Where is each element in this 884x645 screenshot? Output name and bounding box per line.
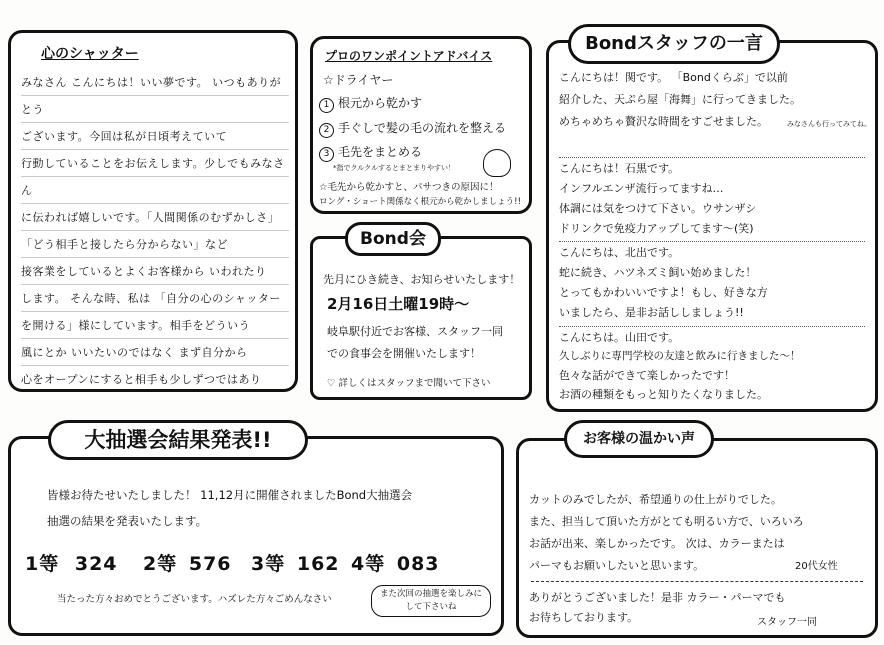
voice-reply-1: ありがとうございました！是非 カラー・パーマでも bbox=[529, 591, 786, 604]
bond-event-panel bbox=[310, 236, 532, 400]
prize-rank: 1等 bbox=[25, 553, 60, 575]
prize-rank: 4等 bbox=[351, 553, 386, 575]
number-2-icon: 2 bbox=[319, 123, 334, 138]
lottery-line1: 皆様お待たせいたしました！ 11,12月に開催されましたBond大抽選会 bbox=[47, 488, 413, 502]
advice-small-note: *指でクルクルするとまとまりやすい！ bbox=[333, 164, 455, 172]
bond-event-line1: 先月にひき続き、お知らせいたします！ bbox=[323, 273, 521, 286]
number-3-icon: 3 bbox=[319, 147, 334, 162]
heart-shutter-body: みなさん こんにちは！いい夢です。 いつもありがとう ございます。今回は私が日頃考えていて 行動していることをお伝えします。少しでもみなさん に伝われば嬉しいです。「人間関係のむずかしさ」 「どう相手と接したら分からない」など 接客業をしているとよくお客様から いわれたり します。 そんな時、私は 「自分の心のシャッター を開ける」様にしています。相手をどういう 風にとか いいたいのではなく まず自分から 心をオープンにすると相手も少しずつではあり bbox=[21, 69, 289, 387]
prize-2 bbox=[143, 549, 232, 576]
lottery-footer: 当たった方々おめでとうございます。ハズレた方々ごめんなさい bbox=[57, 594, 332, 605]
voice-line: お話が出来、楽しかったです。 次は、カラーまたは bbox=[529, 537, 785, 550]
customer-voice-title: お客様の温かい声 bbox=[564, 420, 714, 458]
advice-warning-2: ロング・ショート関係なく根元から乾かしましょう!! bbox=[319, 197, 521, 207]
staff-entry-aside: みなさんも行ってみてね。 bbox=[787, 120, 871, 128]
prize-number: 162 bbox=[296, 553, 340, 575]
advice-panel bbox=[310, 36, 532, 214]
bond-event-date: 2月16日土曜19時～ bbox=[327, 295, 470, 313]
staff-entry: こんにちは。山田です。 久しぶりに専門学校の友達と飲みに行きました～！ 色々な話ができて楽しかったです！ お酒の種類をもっと知りたくなりました。 bbox=[559, 331, 801, 401]
staff-panel bbox=[546, 40, 878, 412]
divider bbox=[559, 241, 865, 242]
bond-event-line5: ♡ 詳しくはスタッフまで聞いて下さい bbox=[327, 378, 491, 389]
voice-line: カットのみでしたが、希望通りの仕上がりでした。 bbox=[529, 493, 782, 506]
lottery-footer-note: また次回の抽選を楽しみにして下さいね bbox=[371, 585, 491, 617]
staff-entry: こんにちは！石黒です。 インフルエンザ流行ってますね… 体調には気をつけて下さい。ウサンザシ ドリンクで免疫力アップしてます～(笑) bbox=[559, 162, 757, 235]
heart-shutter-title: 心のシャッター bbox=[41, 46, 139, 62]
prize-rank: 2等 bbox=[143, 553, 178, 575]
lottery-panel bbox=[8, 436, 504, 636]
staff-entry: こんにちは、北出です。 蛇に続き、ハツネズミ飼い始めました！ とってもかわいいですよ！もし、好きな方 いましたら、是非お話ししましょう!! bbox=[559, 246, 768, 319]
voice-line: また、担当して頂いた方がとても明るい方で、いろいろ bbox=[529, 515, 804, 528]
advice-item: 1 根元から乾かす bbox=[319, 94, 422, 113]
prize-number: 576 bbox=[188, 553, 232, 575]
bond-event-line4: での食事会を開催いたします！ bbox=[327, 347, 481, 360]
advice-title: プロのワンポイントアドバイス bbox=[325, 49, 493, 63]
prize-number: 083 bbox=[396, 553, 440, 575]
bond-event-line3: 岐阜駅付近でお客様、スタッフ一同 bbox=[327, 325, 503, 338]
advice-item: 2 手ぐしで髪の毛の流れを整える bbox=[319, 119, 506, 138]
prize-rank: 3等 bbox=[251, 553, 286, 575]
prize-4 bbox=[351, 549, 440, 576]
staff-entry: こんにちは！関です。 「Bondくらぶ」で以前 紹介した、天ぷら屋「海舞」に行ってきました。 めちゃめちゃ贅沢な時間をすごせました。 みなさんも行ってみてね。 bbox=[559, 71, 871, 128]
prize-1 bbox=[25, 549, 118, 576]
staff-title: Bondスタッフの一言 bbox=[568, 24, 780, 64]
bond-event-title: Bond会 bbox=[345, 222, 441, 256]
hair-drawing-icon bbox=[483, 149, 511, 177]
heart-shutter-panel bbox=[8, 30, 298, 392]
lottery-title: 大抽選会結果発表!! bbox=[48, 420, 308, 460]
customer-voice-panel bbox=[516, 438, 878, 638]
lottery-line2: 抽選の結果を発表いたします。 bbox=[47, 514, 208, 528]
number-1-icon: 1 bbox=[319, 98, 334, 113]
prize-number: 324 bbox=[74, 553, 118, 575]
divider bbox=[559, 157, 865, 158]
voice-author: 20代女性 bbox=[795, 561, 838, 572]
voice-reply-sign: スタッフ一同 bbox=[757, 617, 817, 628]
voice-line: パーマもお願いしたいと思います。 bbox=[529, 559, 705, 572]
advice-warning-1: ☆毛先から乾かすと、パサつきの原因に！ bbox=[319, 182, 499, 193]
divider bbox=[531, 581, 863, 582]
advice-item: 3 毛先をまとめる bbox=[319, 143, 422, 162]
prize-3 bbox=[251, 549, 340, 576]
divider bbox=[559, 326, 865, 327]
voice-reply-2: お待ちしております。 bbox=[529, 611, 639, 624]
advice-tool: ☆ドライヤー bbox=[323, 73, 394, 87]
